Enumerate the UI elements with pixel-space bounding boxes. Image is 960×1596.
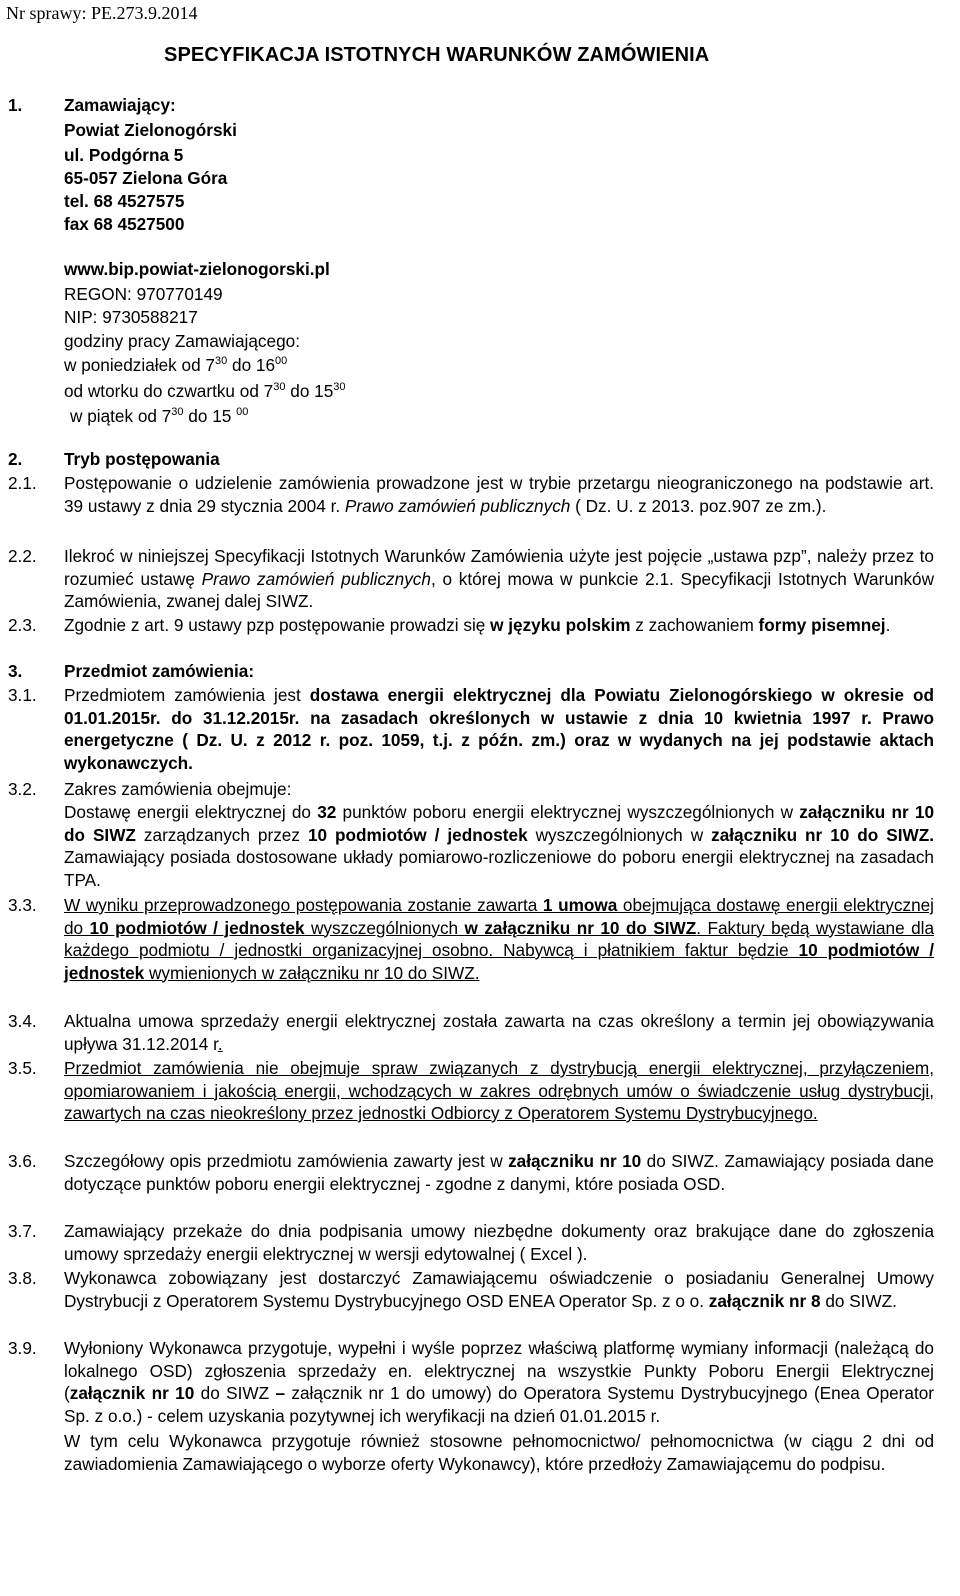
scope-heading: Zakres zamówienia obejmuje:	[64, 779, 292, 799]
paragraph-2-3: Zgodnie z art. 9 ustawy pzp postępowanie prowadzi się w języku polskim z zachowaniem formy pisemnej.	[64, 615, 891, 635]
hours-monday: w poniedziałek od $7^{30}$ do $16^{00}$	[64, 355, 288, 375]
paragraph-number: 3.8.	[8, 1268, 37, 1288]
case-reference: Nr sprawy: PE.273.9.2014	[6, 3, 198, 23]
nip: NIP: 9730588217	[64, 307, 198, 327]
working-hours-heading: godziny pracy Zamawiającego:	[64, 331, 300, 351]
fax: fax 68 4527500	[64, 214, 185, 234]
paragraph-3-5: Przedmiot zamówienia nie obejmuje spraw związanych z dystrybucją energii elektrycznej, przyłączeniem, opomiarowaniem i jakością energii, wchodzących w zakres odrębnych umów o świadczenie usług dystrybucji, zawartych na czas nieokreślony przez jednostki Odbiorcy z Operatorem Systemu Dystrybucyjnego.	[64, 1058, 934, 1123]
paragraph-number: 3.4.	[8, 1011, 37, 1031]
phone: tel. 68 4527575	[64, 191, 185, 211]
paragraph-3-3: W wyniku przeprowadzonego postępowania zostanie zawarta 1 umowa obejmująca dostawę energii elektrycznej do 10 podmiotów / jednostek wyszczególnionych w załączniku nr 10 do SIWZ. Faktury będą wystawiane dla każdego podmiotu / jednostki organizacyjnej osobno. Nabywcą i płatnikiem faktur będzie 10 podmiotów / jednostek wymienionych w załączniku nr 10 do SIWZ.	[64, 895, 935, 983]
paragraph-number: 2.1.	[8, 473, 37, 493]
address-street: ul. Podgórna 5	[64, 145, 184, 165]
paragraph-number: 3.2.	[8, 779, 37, 799]
section-heading: Zamawiający:	[64, 95, 176, 115]
section-heading: Tryb postępowania	[64, 449, 220, 469]
paragraph-3-2: Dostawę energii elektrycznej do 32 punktów poboru energii elektrycznej wyszczególnionych w załączniku nr 10 do SIWZ zarządzanych przez 10 podmiotów / jednostek wyszczególnionych w załączniku nr 10 do SIWZ. Zamawiający posiada dostosowane układy pomiarowo-rozliczeniowe do poboru energii elektrycznej na zasadach TPA.	[64, 802, 935, 890]
regon: REGON: 970770149	[64, 284, 223, 304]
section-number: 2.	[8, 449, 23, 469]
paragraph-number: 3.6.	[8, 1151, 37, 1171]
paragraph-3-9-continuation: W tym celu Wykonawca przygotuje również stosowne pełnomocnictwo/ pełnomocnictwa (w ciągu 2 dni od zawiadomienia Zamawiającego o wyborze oferty Wykonawcy), które przedłoży Zamawiającemu do podpisu.	[64, 1431, 934, 1474]
paragraph-3-6: Szczegółowy opis przedmiotu zamówienia zawarty jest w załączniku nr 10 do SIWZ. Zamawiający posiada dane dotyczące punktów poboru energii elektrycznej - zgodne z danymi, które posiada OSD.	[64, 1151, 934, 1194]
paragraph-number: 3.7.	[8, 1221, 37, 1241]
paragraph-number: 2.2.	[8, 546, 37, 566]
section-number: 1.	[8, 95, 23, 115]
paragraph-number: 3.3.	[8, 895, 37, 915]
address-city: 65-057 Zielona Góra	[64, 168, 228, 188]
paragraph-number: 3.9.	[8, 1338, 37, 1358]
paragraph-2-1: Postępowanie o udzielenie zamówienia prowadzone jest w trybie przetargu nieograniczonego na podstawie art. 39 ustawy z dnia 29 stycznia 2004 r. Prawo zamówień publicznych ( Dz. U. z 2013. poz.907 ze zm.).	[64, 473, 934, 516]
document-title: SPECYFIKACJA ISTOTNYCH WARUNKÓW ZAMÓWIENIA	[164, 44, 710, 66]
section-number: 3.	[8, 661, 23, 681]
hours-tue-thu: od wtorku do czwartku od $7^{30}$ do $15^{30}$	[64, 381, 346, 401]
paragraph-3-9: Wyłoniony Wykonawca przygotuje, wypełni i wyśle poprzez właściwą platformę wymiany informacji (należącą do lokalnego OSD) zgłoszenia sprzedaży en. elektrycznej na wszystkie Punkty Poboru Energii Elektrycznej (załącznik nr 10 do SIWZ – załącznik nr 1 do umowy) do Operatora Systemu Dystrybucyjnego (Enea Operator Sp. z o.o.) - celem uzyskania pozytywnej ich weryfikacji na dzień 01.01.2015 r.	[64, 1338, 935, 1426]
paragraph-number: 2.3.	[8, 615, 37, 635]
paragraph-3-4: Aktualna umowa sprzedaży energii elektrycznej została zawarta na czas określony a termin jej obowiązywania upływa 31.12.2014 r.	[64, 1011, 934, 1054]
paragraph-number: 3.1.	[8, 685, 37, 705]
paragraph-3-8: Wykonawca zobowiązany jest dostarczyć Zamawiającemu oświadczenie o posiadaniu Generalnej Umowy Dystrybucji z Operatorem Systemu Dystrybucyjnego OSD ENEA Operator Sp. z o o. załącznik nr 8 do SIWZ.	[64, 1268, 934, 1311]
paragraph-3-7: Zamawiający przekaże do dnia podpisania umowy niezbędne dokumenty oraz brakujące dane do zgłoszenia umowy sprzedaży energii elektrycznej w wersji edytowalnej ( Excel ).	[64, 1221, 934, 1264]
paragraph-2-2: Ilekroć w niniejszej Specyfikacji Istotnych Warunków Zamówienia użyte jest pojęcie „ustawa pzp”, należy przez to rozumieć ustawę Prawo zamówień publicznych, o której mowa w punkcie 2.1. Specyfikacji Istotnych Warunków Zamówienia, zwanej dalej SIWZ.	[64, 546, 935, 611]
paragraph-3-1: Przedmiotem zamówienia jest dostawa energii elektrycznej dla Powiatu Zielonogórskiego w okresie od 01.01.2015r. do 31.12.2015r. na zasadach określonych w ustawie z dnia 10 kwietnia 1997 r. Prawo energetyczne ( Dz. U. z 2012 r. poz. 1059, t.j. z późn. zm.) oraz w wydanych na jej podstawie aktach wykonawczych.	[64, 685, 934, 773]
ordering-party-name: Powiat Zielonogórski	[64, 120, 237, 140]
section-heading: Przedmiot zamówienia:	[64, 661, 255, 681]
website-link[interactable]: www.bip.powiat-zielonogorski.pl	[64, 259, 330, 279]
hours-friday: w piątek od $7^{30}$ do 15 $^{00}$	[70, 406, 249, 426]
paragraph-number: 3.5.	[8, 1058, 37, 1078]
